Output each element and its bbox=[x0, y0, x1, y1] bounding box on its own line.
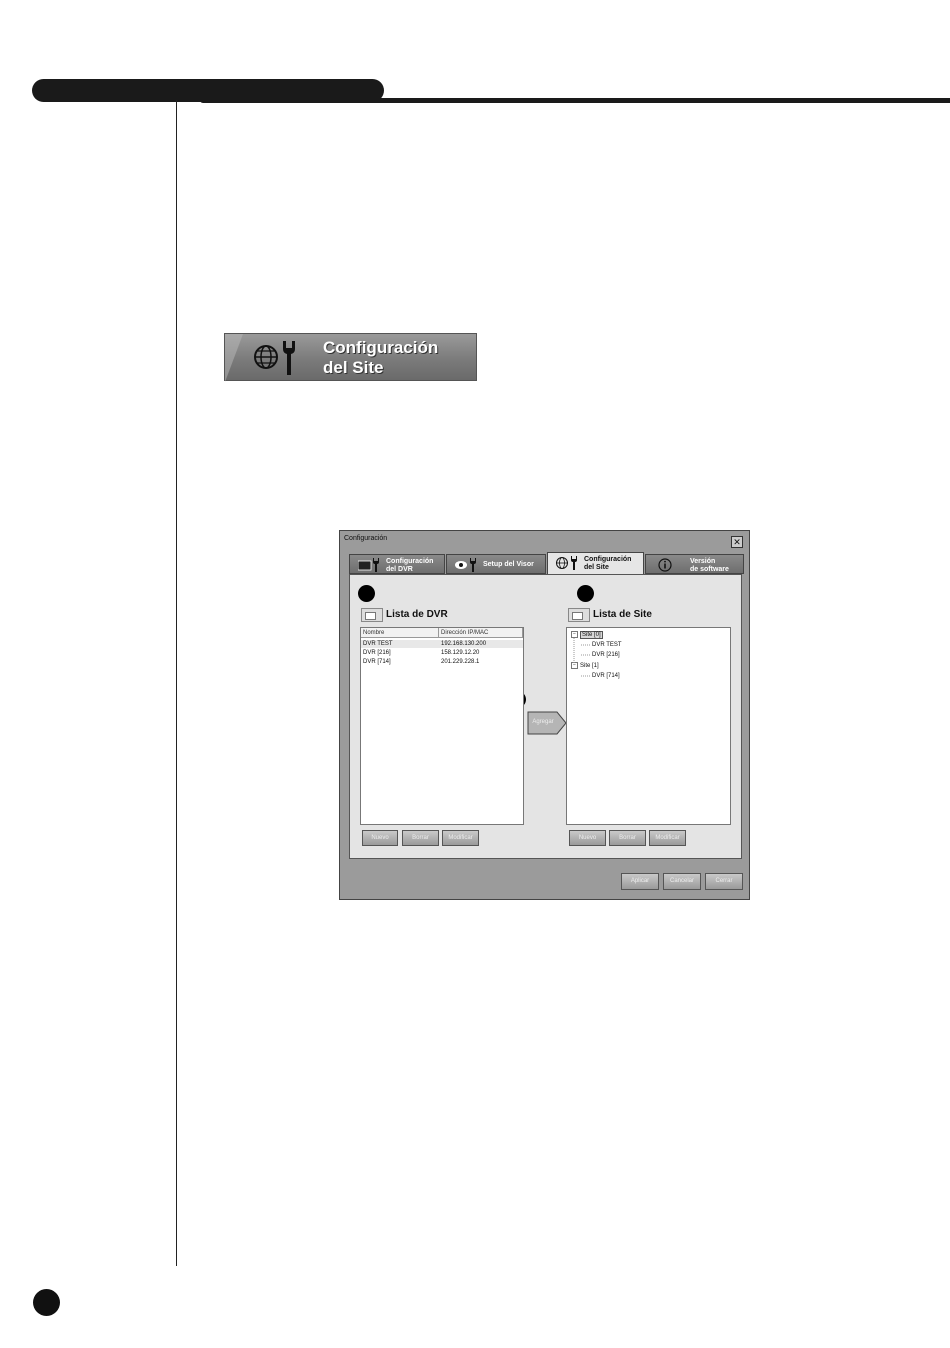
row-address: 158.129.12.20 bbox=[441, 650, 480, 656]
banner-text bbox=[323, 338, 438, 378]
tree-node-dvr[interactable]: DVR [714] bbox=[592, 673, 620, 679]
tab-label: Versión bbox=[690, 558, 716, 565]
apply-button[interactable]: Aplicar bbox=[621, 873, 659, 890]
table-row[interactable] bbox=[361, 640, 523, 648]
column-header-name[interactable]: Nombre bbox=[361, 628, 439, 638]
tab-label-2: del DVR bbox=[386, 566, 413, 573]
row-name: DVR TEST bbox=[363, 641, 393, 647]
tab-viewer-setup[interactable] bbox=[446, 554, 546, 574]
globe-wrench-icon bbox=[556, 556, 578, 570]
banner-bevel bbox=[225, 334, 243, 382]
tree-node-label: Site [1] bbox=[580, 663, 599, 670]
tab-dvr-config[interactable] bbox=[349, 554, 445, 574]
site-new-button[interactable]: Nuevo bbox=[569, 830, 606, 846]
tab-site-config[interactable] bbox=[547, 552, 644, 575]
row-name: DVR [216] bbox=[363, 650, 391, 656]
tree-node-dvr[interactable]: DVR TEST bbox=[592, 642, 622, 648]
cancel-button[interactable]: Cancelar bbox=[663, 873, 701, 890]
info-icon bbox=[658, 558, 674, 572]
dvr-list[interactable] bbox=[360, 627, 524, 825]
dvr-new-button[interactable]: Nuevo bbox=[362, 830, 398, 846]
row-address: 201.229.228.1 bbox=[441, 659, 480, 665]
dialog-title: Configuración bbox=[344, 535, 388, 542]
site-tree[interactable] bbox=[566, 627, 731, 825]
callout-marker-1 bbox=[358, 585, 375, 602]
site-list-title: Lista de Site bbox=[593, 609, 652, 620]
dvr-modify-button[interactable]: Modificar bbox=[442, 830, 479, 846]
tab-label-2: de software bbox=[690, 566, 729, 573]
site-config-panel bbox=[349, 574, 742, 859]
column-header-address[interactable]: Dirección IP/MAC bbox=[439, 628, 523, 638]
collapse-icon[interactable]: − bbox=[571, 631, 578, 638]
wrench-icon bbox=[281, 341, 297, 375]
table-row[interactable] bbox=[361, 658, 523, 666]
tree-connector-lines bbox=[573, 638, 593, 688]
table-row[interactable] bbox=[361, 649, 523, 657]
tab-label-2: del Site bbox=[584, 564, 609, 571]
dvr-list-icon bbox=[361, 608, 383, 622]
site-list-icon bbox=[568, 608, 590, 622]
tab-label: Configuración bbox=[584, 556, 632, 563]
site-delete-button[interactable]: Borrar bbox=[609, 830, 646, 846]
banner-line2: del Site bbox=[323, 358, 384, 377]
tree-node-dvr[interactable]: DVR [216] bbox=[592, 652, 620, 658]
callout-marker-2 bbox=[577, 585, 594, 602]
banner-line1: Configuración bbox=[323, 338, 439, 357]
row-name: DVR [714] bbox=[363, 659, 391, 665]
tree-node-label: Site [0] bbox=[582, 632, 601, 639]
dvr-list-title: Lista de DVR bbox=[386, 609, 448, 620]
collapse-icon[interactable]: − bbox=[571, 662, 578, 669]
configuration-dialog bbox=[339, 530, 750, 900]
tab-software-version[interactable] bbox=[645, 554, 744, 574]
site-config-banner bbox=[224, 333, 477, 381]
page-number-dot bbox=[33, 1289, 60, 1316]
dvr-wrench-icon bbox=[358, 558, 380, 572]
tab-label: Configuración bbox=[386, 558, 434, 565]
globe-icon bbox=[253, 344, 279, 370]
margin-rule bbox=[176, 100, 177, 1266]
site-modify-button[interactable]: Modificar bbox=[649, 830, 686, 846]
close-dialog-button[interactable]: Cerrar bbox=[705, 873, 743, 890]
header-rule bbox=[200, 98, 950, 103]
tab-label: Setup del Visor bbox=[483, 561, 534, 568]
row-address: 192.168.130.200 bbox=[441, 641, 487, 647]
dvr-delete-button[interactable]: Borrar bbox=[402, 830, 439, 846]
eye-wrench-icon bbox=[455, 558, 479, 572]
close-button[interactable]: ✕ bbox=[731, 536, 743, 548]
add-button[interactable]: Agregar bbox=[532, 719, 554, 725]
